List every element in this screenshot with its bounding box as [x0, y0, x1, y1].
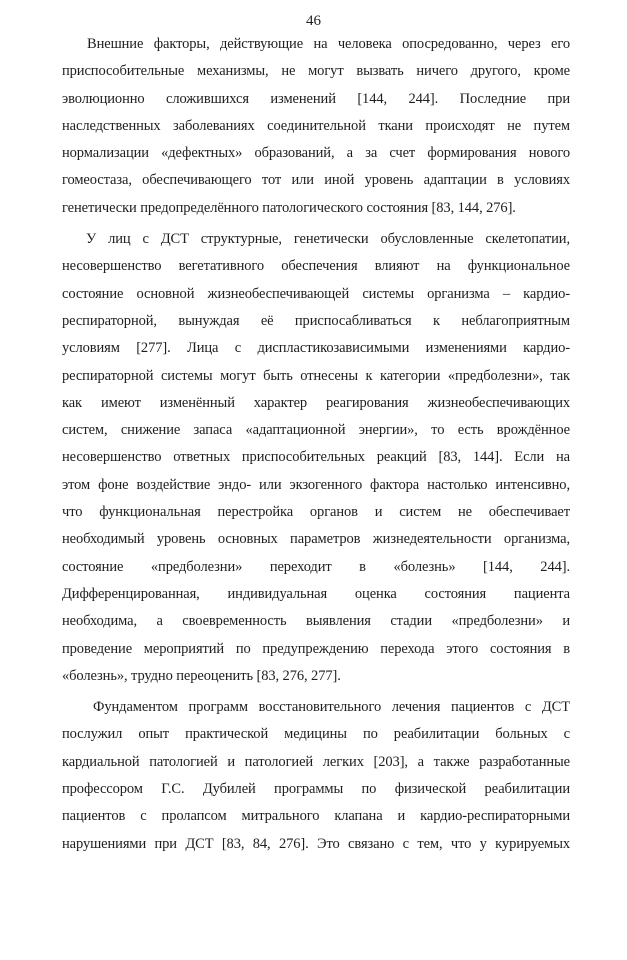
text-line: эволюционно сложившихся изменений [144, 244]. Последние при — [62, 90, 570, 107]
text-line: условиям [277]. Лица с диспластикозависимыми изменениями кардио- — [62, 340, 570, 357]
text-line: нарушениями при ДСТ [83, 84, 276]. Это связано с тем, что у курируемых — [62, 835, 570, 852]
text-line: проведение мероприятий по предупреждению перехода этого состояния в — [62, 640, 570, 657]
text-line: приспособительные механизмы, не могут вызвать ничего другого, кроме — [62, 63, 570, 80]
text-line: послужил опыт практической медицины по реабилитации больных с — [62, 726, 570, 743]
text-line: профессором Г.С. Дубилей программы по физической реабилитации — [62, 781, 570, 798]
text-line: наследственных заболеваниях соединительной ткани происходят не путем — [62, 117, 570, 134]
text-line: состояние основной жизнеобеспечивающей системы организма – кардио- — [62, 285, 570, 302]
text-line: как имеют изменённый характер реагирования жизнеобеспечивающих — [62, 394, 570, 411]
text-line: генетически предопределённого патологического состояния [83, 144, 276]. — [62, 199, 516, 216]
text-line: респираторной системы могут быть отнесены к категории «предболезни», так — [62, 367, 570, 384]
text-line: кардиальной патологией и патологией легких [203], а также разработанные — [62, 753, 570, 770]
text-line: У лиц с ДСТ структурные, генетически обусловленные скелетопатии, — [86, 231, 570, 248]
text-line: необходима, а своевременность выявления стадии «предболезни» и — [62, 613, 570, 630]
body-text — [62, 31, 570, 858]
text-line: «болезнь», трудно переоценить [83, 276, 277]. — [62, 667, 341, 684]
text-line: гомеостаза, обеспечивающего тот или иной уровень адаптации в условиях — [62, 172, 570, 189]
text-line: этом фоне воздействие эндо- или экзогенного фактора настолько интенсивно, — [62, 476, 570, 493]
text-line: пациентов с пролапсом митрального клапана и кардио-респираторными — [62, 808, 570, 825]
text-line: что функциональная перестройка органов и систем не обеспечивает — [62, 504, 570, 521]
text-line: Дифференцированная, индивидуальная оценка состояния пациента — [62, 585, 570, 602]
text-line: нормализации «дефектных» образований, а за счет формирования нового — [62, 145, 570, 162]
text-line: несовершенство вегетативного обеспечения влияют на функциональное — [62, 258, 570, 275]
text-line: респираторной, вынуждая её приспосабливаться к неблагоприятным — [62, 312, 570, 329]
text-line: систем, снижение запаса «адаптационной энергии», то есть врождённое — [62, 422, 570, 439]
page-number: 46 — [306, 13, 321, 29]
text-line: состояние «предболезни» переходит в «болезнь» [144, 244]. — [62, 558, 570, 575]
text-line: необходимый уровень основных параметров жизнедеятельности организма, — [62, 531, 570, 548]
text-line: Внешние факторы, действующие на человека опосредованно, через его — [87, 36, 570, 52]
text-line: Фундаментом программ восстановительного лечения пациентов с ДСТ — [93, 699, 570, 716]
text-line: несовершенство ответных приспособительных реакций [83, 144]. Если на — [62, 449, 570, 466]
